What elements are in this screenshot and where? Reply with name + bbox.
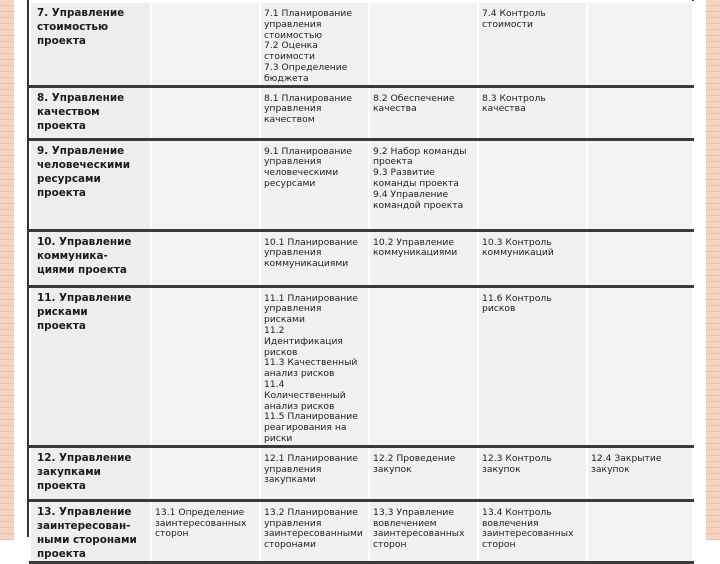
process-cell xyxy=(151,446,260,500)
knowledge-area-label: 12. Управление закупками проекта xyxy=(30,446,151,500)
knowledge-areas-process-table xyxy=(29,1,694,564)
process-cell: 10.1 Планирование управления коммуникациями xyxy=(260,230,369,286)
table-row xyxy=(30,86,693,139)
process-cell: 8.2 Обеспечение качества xyxy=(369,86,478,139)
process-cell xyxy=(369,286,478,446)
process-cell: 12.4 Закрытие закупок xyxy=(587,446,693,500)
process-cell: 13.1 Определение заинтересованных сторон xyxy=(151,500,260,562)
process-cell: 8.3 Контроль качества xyxy=(478,86,587,139)
process-cell xyxy=(587,139,693,230)
process-cell xyxy=(151,286,260,446)
process-cell xyxy=(151,139,260,230)
process-cell: 13.2 Планирование управления заинтересованными сторонами xyxy=(260,500,369,562)
table-row xyxy=(30,139,693,230)
process-cell: 13.3 Управление вовлечением заинтересованных сторон xyxy=(369,500,478,562)
left-decorative-border xyxy=(0,0,14,540)
process-cell xyxy=(587,86,693,139)
knowledge-area-label: 10. Управление коммуника- циями проекта xyxy=(30,230,151,286)
process-cell: 10.3 Контроль коммуникаций xyxy=(478,230,587,286)
knowledge-area-label: 9. Управление человеческими ресурсами проекта xyxy=(30,139,151,230)
knowledge-area-label: 7. Управление стоимостью проекта xyxy=(30,2,151,86)
table-row xyxy=(30,2,693,86)
process-cell xyxy=(151,230,260,286)
table-row xyxy=(30,230,693,286)
process-cell: 7.4 Контроль стоимости xyxy=(478,2,587,86)
process-cell: 9.1 Планирование управления человеческими ресурсами xyxy=(260,139,369,230)
process-cell xyxy=(151,86,260,139)
process-cell xyxy=(478,139,587,230)
process-cell xyxy=(587,500,693,562)
process-table-sheet xyxy=(27,0,694,560)
process-cell: 12.2 Проведение закупок xyxy=(369,446,478,500)
table-row xyxy=(30,286,693,446)
process-cell: 12.3 Контроль закупок xyxy=(478,446,587,500)
process-cell: 9.2 Набор команды проекта 9.3 Развитие команды проекта 9.4 Управление командой проекта xyxy=(369,139,478,230)
process-cell xyxy=(587,286,693,446)
process-cell xyxy=(587,230,693,286)
process-cell: 11.1 Планирование управления рисками 11.2 Идентификация рисков 11.3 Качественный анализ рисков 11.4 Количественный анализ рисков 11.5 Планирование реагирования на риски xyxy=(260,286,369,446)
knowledge-area-label: 8. Управление качеством проекта xyxy=(30,86,151,139)
table-row xyxy=(30,500,693,562)
table-row xyxy=(30,446,693,500)
process-cell: 10.2 Управление коммуникациями xyxy=(369,230,478,286)
process-cell xyxy=(151,2,260,86)
process-cell: 12.1 Планирование управления закупками xyxy=(260,446,369,500)
process-cell xyxy=(369,2,478,86)
process-cell: 11.6 Контроль рисков xyxy=(478,286,587,446)
knowledge-area-label: 11. Управление рисками проекта xyxy=(30,286,151,446)
knowledge-area-label: 13. Управление заинтересован- ными сторонами проекта xyxy=(30,500,151,562)
right-decorative-border xyxy=(706,0,720,540)
process-cell xyxy=(587,2,693,86)
process-cell: 8.1 Планирование управления качеством xyxy=(260,86,369,139)
process-cell: 7.1 Планирование управления стоимостью 7.2 Оценка стоимости 7.3 Определение бюджета xyxy=(260,2,369,86)
process-cell: 13.4 Контроль вовлечения заинтересованных сторон xyxy=(478,500,587,562)
